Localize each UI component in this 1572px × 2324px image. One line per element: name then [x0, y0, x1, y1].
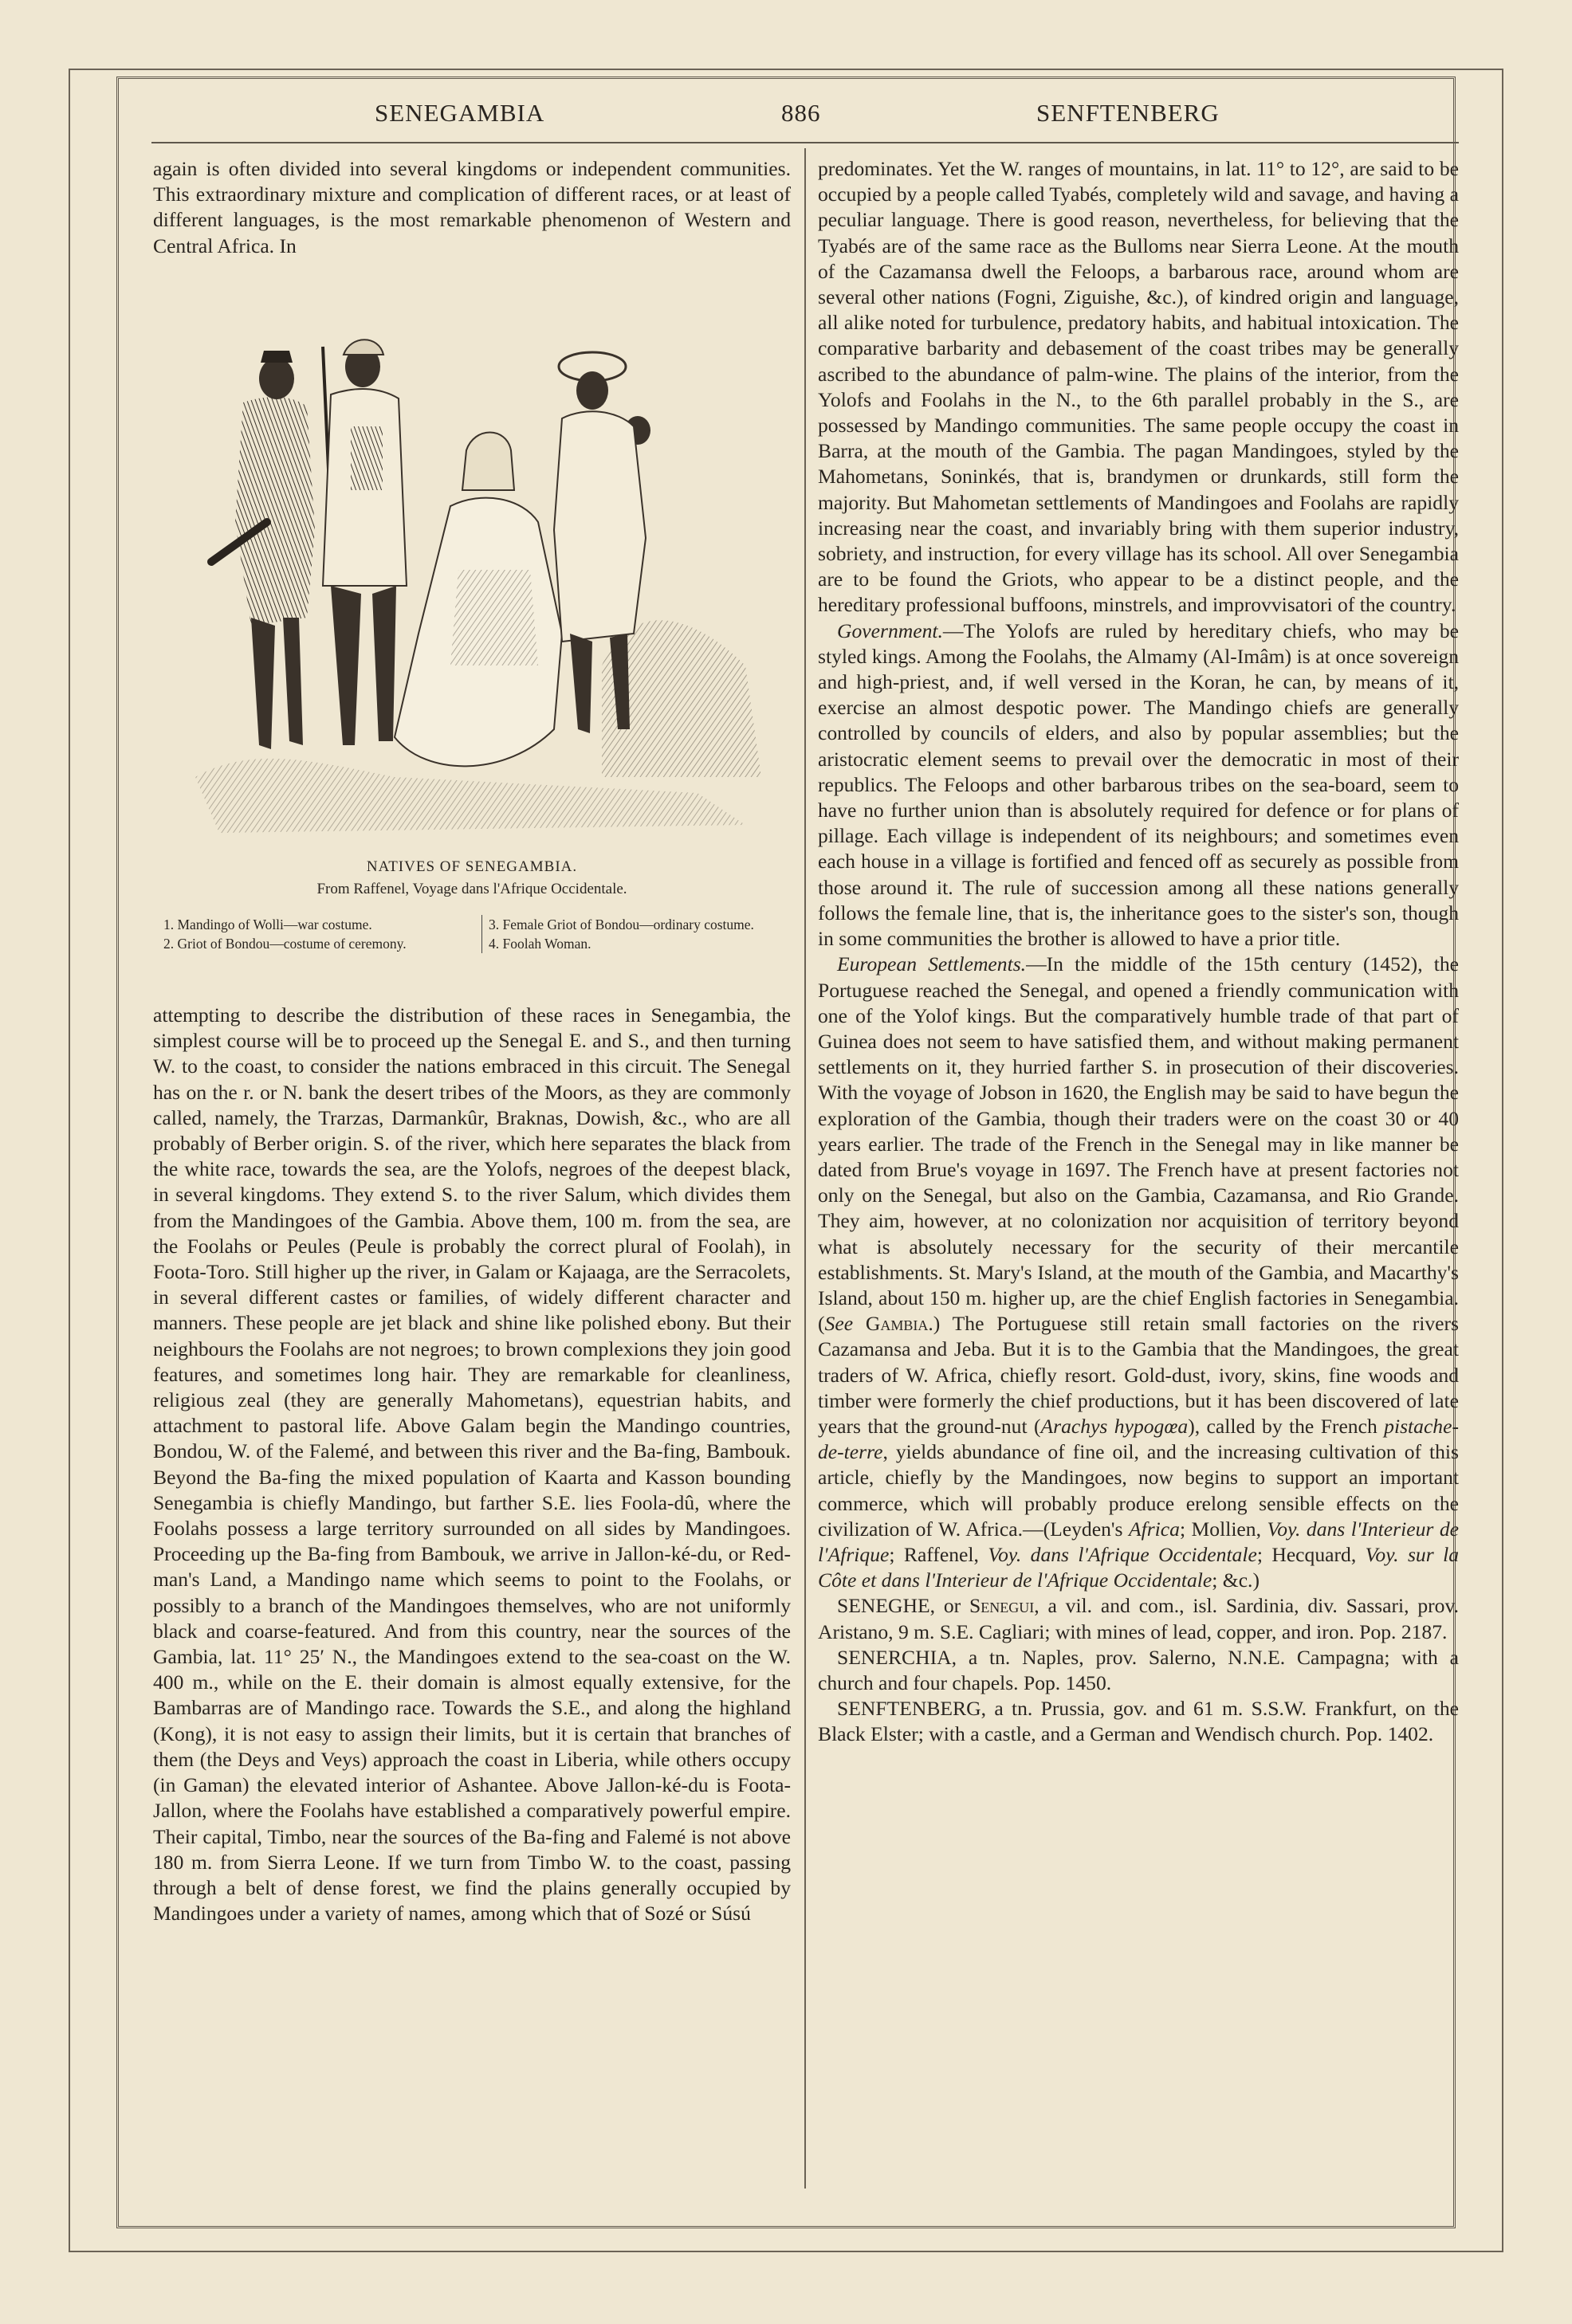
- european-settlements-heading: European Settlements.: [837, 952, 1027, 976]
- column-divider: [804, 148, 806, 2189]
- left-column-bottom: [153, 1003, 791, 1926]
- page-number: 886: [781, 99, 821, 127]
- figure-female-griot: [395, 433, 562, 767]
- figure-griot-of-bondou: [323, 340, 407, 745]
- figure-key-item: 4. Foolah Woman.: [489, 936, 591, 952]
- figure-key-item: 3. Female Griot of Bondou—ordinary costume.: [489, 917, 754, 932]
- government-paragraph: Government.—The Yolofs are ruled by hereditary chiefs, who may be styled kings. Among the Foolahs, the Almamy (Al-Imâm) is at once sovereign and high-priest, and, if well versed in the Koran, he can, by means of it, exercise an almost despotic power. The Mandingo chiefs are generally controlled by councils of elders, and also by popular assemblies; but the aristocratic element seems to prevail over the democratic in most of their republics. The Feloops and other barbarous tribes on the sea-board, seem to have no further union than is absolutely required for defence or for plans of pillage. Each village is independent of its neighbours; and sometimes even each house in a village is fortified and fenced off as securely as possible from those around it. The rule of succession among all these nations generally follows the female line, that is, the inheritance goes to the sister's son, though in some communities the brother is allowed to have a prior title.: [818, 618, 1459, 951]
- left-top-paragraph: again is often divided into several kingdoms or independent communities. This extraordinary mixture and complication of different races, or at least of different languages, is the most remarkable phenomenon of Western and Central Africa. In: [153, 157, 791, 257]
- figure-key-right: [481, 915, 800, 953]
- figure-mandingo-warrior: [211, 347, 331, 749]
- entry-headword: SENERCHIA: [837, 1645, 952, 1669]
- european-settlements-paragraph: European Settlements.—In the middle of the 15th century (1452), the Portuguese reached the Senegal, and opened a friendly communication with one of the Yolof kings. But the comparatively humble trade of that part of Guinea does not seem to have satisfied them, and without making permanent settlements on it, they hurried farther S. in prosecution of their discoveries. With the voyage of Jobson in 1620, the English may be said to have begun the exploration of the Gambia, though their traders were on the coast 30 or 40 years earlier. The trade of the French in the Senegal may in like manner be dated from Brue's voyage in 1697. The French have at present factories not only on the Senegal, but also on the Gambia, Cazamansa, and Rio Grande. They aim, however, at no colonization nor acquisition of territory beyond what is absolutely necessary for the security of their mercantile establishments. St. Mary's Island, at the mouth of the Gambia, and Macarthy's Island, about 150 m. higher up, are the chief English factories in Senegambia. (See Gambia.) The Portuguese still retain small factories on the rivers Cazamansa and Jeba. But it is to the Gambia that the Mandingoes, the great traders of W. Africa, chiefly resort. Gold-dust, ivory, skins, fine woods and timber were formerly the chief productions, but it has been discovered of late years that the ground-nut (Arachys hypogœa), called by the French pistache-de-terre, yields abundance of fine oil, and the increasing cultivation of this article, chiefly by the Mandingoes, now begins to support an important commerce, which will probably produce erelong sensible effects on the civilization of W. Africa.—(Leyden's Africa; Mollien, Voy. dans l'Interieur de l'Afrique; Raffenel, Voy. dans l'Afrique Occidentale; Hecquard, Voy. sur la Côte et dans l'Interieur de l'Afrique Occidentale; &c.): [818, 952, 1459, 1592]
- entry-headword: SENEGHE: [837, 1594, 930, 1618]
- header-right-word: SENFTENBERG: [1036, 99, 1220, 127]
- header-left-word: SENEGAMBIA: [375, 99, 545, 127]
- entry-senftenberg: SENFTENBERG, a tn. Prussia, gov. and 61 m. S.S.W. Frankfurt, on the Black Elster; with a castle, and a German and Wendisch church. Pop. 1402.: [818, 1697, 1459, 1746]
- natives-illustration: [187, 331, 769, 857]
- entry-headword: SENFTENBERG: [837, 1697, 981, 1721]
- left-column-top: [153, 156, 791, 259]
- entry-seneghe: SENEGHE, or Senegui, a vil. and com., isl. Sardinia, div. Sassari, prov. Aristano, 9 m. S.E. Cagliari; with mines of lead, copper, and iron. Pop. 2187.: [818, 1594, 1460, 1643]
- figure-source: From Raffenel, Voyage dans l'Afrique Occidentale.: [316, 881, 627, 897]
- running-header: [120, 94, 1452, 135]
- government-heading: Government.: [837, 618, 943, 642]
- right-column: [818, 156, 1459, 1748]
- races-paragraph: predominates. Yet the W. ranges of mountains, in lat. 11° to 12°, are said to be occupied by a people called Tyabés, completely wild and savage, and having a peculiar language. There is good reason, nevertheless, for believing that the Tyabés are of the same race as the Bulloms near Sierra Leone. At the mouth of the Cazamansa dwell the Feloops, a barbarous race, around whom are several other nations (Fogni, Ziguishe, &c.), of kindred origin and language, all alike noted for turbulence, predatory habits, and habitual intoxication. The comparative barbarity and debasement of the coast tribes may be generally ascribed to the abundance of palm-wine. The plains of the interior, from the Yolofs and Foolahs in the N., to the 6th parallel probably in the S., are possessed by Mandingo communities. The same people occupy the coast in Barra, at the mouth of the Gambia. The pagan Mandingoes, styled by the Mahometans, Soninkés, that is, brandymen or drunkards, still form the majority. But Mahometan settlements of Mandingoes and Foolahs are rapidly increasing near the coast, and invariably bring with them superior industry, sobriety, and instruction, for every village has its school. All over Senegambia are to be found the Griots, who appear to be a distinct people, and the hereditary professional buffoons, minstrels, and improvvisatori of the country.: [818, 157, 1459, 617]
- figure-key-item: 1. Mandingo of Wolli—war costume.: [163, 917, 372, 932]
- figure-title: NATIVES OF SENEGAMBIA.: [366, 858, 578, 875]
- cross-reference: Gambia: [865, 1312, 929, 1336]
- figure-key-item: 2. Griot of Bondou—costume of ceremony.: [163, 936, 407, 952]
- left-bottom-paragraph: attempting to describe the distribution of these races in Senegambia, the simplest course will be to proceed up the Senegal E. and S., and then turning W. to the coast, to consider the nations embraced in this circuit. The Senegal has on the r. or N. bank the desert tribes of the Moors, as they are commonly called, namely, the Trarzas, Darmankûr, Braknas, Dowish, &c., who are all probably of Berber origin. S. of the river, which here separates the black from the white race, towards the sea, are the Yolofs, negroes of the deepest black, in several kingdoms. They extend S. to the river Salum, which divides them from the Mandingoes of the Gambia. Above them, 100 m. from the sea, are the Foolahs or Peules (Peule is probably the correct plural of Foolah), in Foota-Toro. Still higher up the river, in Galam or Kajaaga, are the Serracolets, in several different castes or families, of widely different character and manners. These people are jet black and shine like polished ebony. But their neighbours the Foolahs are not negroes; to brown complexions they join good features, and sometimes long hair. They are remarkable for cleanliness, religious zeal (they are generally Mahometans), equestrian habits, and attachment to pastoral life. Above Galam begin the Mandingo countries, Bondou, W. of the Falemé, and between this river and the Ba-fing, Bambouk. Beyond the Ba-fing the mixed population of Kaarta and Kasson bounding Senegambia is chiefly Mandingo, but farther S.E. lies Foola-dû, where the Foolahs possess a large territory surrounded on all sides by Mandingoes. Proceeding up the Ba-fing from Bambouk, we arrive in Jallon-ké-du, or Red-man's Land, a Mandingo name which seems to point to the Foolahs, or possibly to a branch of the Mandingoes themselves, who are not uniformly black and coarse-featured. And from this country, near the sources of the Gambia, lat. 11° 25′ N., the Mandingoes extend to the sea-coast on the W. 400 m., while on the E. their domain is almost equally extensive, for the Bambarras are of Mandingo race. Towards the S.E., and along the highland (Kong), it is not easy to assign their limits, but it is certain that branches of them (the Deys and Veys) approach the coast in Liberia, while others occupy (in Gaman) the elevated interior of Ashantee. Above Jallon-ké-du is Foota-Jallon, where the Foolahs have established a comparatively powerful empire. Their capital, Timbo, near the sources of the Ba-fing and Falemé is not above 180 m. from Sierra Leone. If we turn from Timbo W. to the coast, passing through a belt of dense forest, we find the plains generally occupied by Mandingoes under a variety of names, among which that of Sozé or Súsú: [153, 1003, 791, 1926]
- figure-key-left: [163, 915, 470, 953]
- header-rule: [151, 142, 1459, 143]
- entry-senerchia: SENERCHIA, a tn. Naples, prov. Salerno, N.N.E. Campagna; with a church and four chapels. Pop. 1450.: [818, 1645, 1459, 1694]
